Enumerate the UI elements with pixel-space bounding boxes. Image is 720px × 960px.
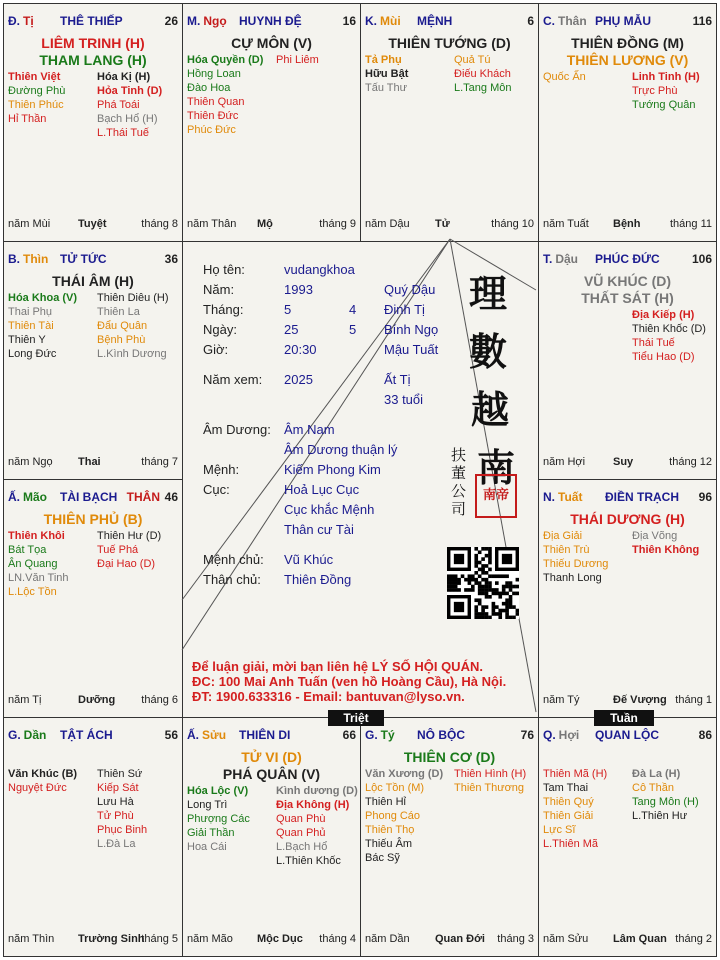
- label-year: Năm:: [203, 282, 235, 297]
- minor-star: Thiên Y: [8, 334, 46, 346]
- year-label: năm Hợi: [543, 456, 586, 468]
- minor-star: Đào Hoa: [187, 82, 231, 94]
- minor-star: Hóa Lộc (V): [187, 785, 249, 797]
- month-label: tháng 1: [675, 694, 712, 706]
- main-star: THIÊN PHỦ (B): [43, 511, 143, 527]
- value-day-can: Bính Ngọ: [384, 322, 439, 337]
- label-hour: Giờ:: [203, 342, 229, 357]
- main-star: THẤT SÁT (H): [581, 290, 674, 306]
- life-stage: Tuyệt: [78, 218, 107, 230]
- main-star: PHÁ QUÂN (V): [222, 766, 321, 782]
- minor-star: Tấu Thư: [365, 82, 408, 94]
- label-amduong: Âm Dương:: [203, 422, 271, 437]
- life-stage: Dưỡng: [78, 694, 116, 706]
- minor-star: Thiên Hỉ: [365, 796, 406, 808]
- minor-star: Tam Thai: [543, 782, 589, 794]
- month-label: tháng 2: [675, 933, 712, 945]
- value-month-can: Đinh Tị: [384, 302, 425, 317]
- minor-star: Bát Tọa: [8, 544, 47, 556]
- palace-name: NÔ BỘC: [417, 728, 465, 742]
- minor-star: Thiên Việt: [8, 71, 61, 83]
- main-star: THÁI DƯƠNG (H): [570, 511, 685, 527]
- minor-star: Lực Sĩ: [543, 824, 576, 836]
- center-info-panel: [179, 238, 535, 714]
- value-amduong: Âm Nam: [284, 422, 335, 437]
- year-label: năm Mùi: [8, 218, 51, 230]
- palace-branch: G. Dần: [8, 728, 47, 742]
- minor-star: Thiên Quan: [187, 96, 245, 108]
- value-month-lunar: 4: [349, 302, 357, 317]
- palace-name: QUAN LỘC: [595, 728, 659, 742]
- palace-name: PHỤ MẪU: [595, 14, 651, 28]
- palace-name: THÊ THIẾP: [60, 14, 123, 28]
- minor-star: Lộc Tồn (M): [365, 782, 425, 794]
- minor-star: Thiên Mã (H): [543, 768, 608, 780]
- value-year-can: Quý Dậu: [384, 282, 436, 297]
- minor-star: Thiên Khốc (D): [632, 323, 706, 335]
- value-amduong-2: Âm Dương thuận lý: [284, 442, 398, 457]
- value-view-year: 2025: [284, 372, 313, 387]
- minor-star: L.Kình Dương: [97, 348, 167, 360]
- year-label: năm Tý: [543, 694, 580, 706]
- palace-name: TÀI BẠCH: [60, 490, 118, 504]
- minor-star: LN.Văn Tinh: [8, 572, 69, 584]
- minor-star: Thiên Phúc: [8, 99, 64, 111]
- qr-code[interactable]: [447, 547, 519, 619]
- label-menh-chu: Mệnh chủ:: [203, 552, 264, 567]
- palace-name: ĐIỀN TRẠCH: [605, 490, 679, 504]
- minor-star: L.Thiên Hư: [632, 810, 688, 822]
- calligraphy-char: 數: [469, 329, 508, 374]
- minor-star: Thiên Thọ: [365, 824, 415, 836]
- value-cuc-2: Cục khắc Mệnh: [284, 502, 375, 517]
- red-seal-stamp: 南帝: [475, 474, 517, 518]
- minor-star: Địa Kiếp (H): [632, 309, 695, 321]
- minor-star: Hồng Loan: [187, 68, 241, 80]
- palace-number: 86: [698, 728, 712, 742]
- main-star: TỬ VI (D): [241, 749, 302, 765]
- palace-number: 106: [691, 252, 712, 266]
- value-day: 25: [284, 322, 299, 337]
- palace-name: PHÚC ĐỨC: [595, 252, 660, 266]
- value-name: vudangkhoa: [284, 262, 355, 277]
- value-month: 5: [284, 302, 292, 317]
- minor-star: Thiên Không: [632, 544, 700, 556]
- label-month: Tháng:: [203, 302, 244, 317]
- main-star: LIÊM TRINH (H): [41, 35, 145, 51]
- minor-star: Hỏa Tinh (D): [97, 85, 163, 97]
- palace-branch: T. Dậu: [543, 252, 579, 266]
- contact-line: Để luận giải, mời bạn liên hệ LÝ SỐ HỘI QUÁN.: [192, 659, 483, 674]
- value-hour: 20:30: [284, 342, 317, 357]
- minor-star: Hóa Khoa (V): [8, 292, 78, 304]
- month-label: tháng 8: [141, 218, 178, 230]
- calligraphy-sub-char: 董: [451, 464, 467, 482]
- month-label: tháng 5: [141, 933, 178, 945]
- year-label: năm Mão: [187, 933, 233, 945]
- palace-branch: C. Thân: [543, 14, 587, 28]
- palace-branch: M. Ngọ: [187, 14, 227, 28]
- value-hour-can: Mậu Tuất: [384, 342, 439, 357]
- minor-star: L.Bạch Hổ: [276, 841, 328, 853]
- label-view-year: Năm xem:: [203, 372, 263, 387]
- label-day: Ngày:: [203, 322, 237, 337]
- minor-star: L.Thiên Khốc: [276, 855, 341, 867]
- palace-number: 26: [164, 14, 178, 28]
- main-star: THIÊN LƯƠNG (V): [566, 52, 689, 68]
- minor-star: Bạch Hổ (H): [97, 113, 158, 125]
- minor-star: Phục Binh: [97, 824, 148, 836]
- calligraphy-sub-char: 公: [451, 482, 467, 500]
- minor-star: Phượng Các: [187, 813, 250, 825]
- minor-star: Thiên Khôi: [8, 530, 65, 542]
- year-label: năm Ngọ: [8, 456, 53, 468]
- minor-star: Thiên Quý: [543, 796, 594, 808]
- minor-star: Bệnh Phù: [97, 334, 146, 346]
- minor-star: L.Thiên Mã: [543, 838, 599, 850]
- month-label: tháng 12: [669, 456, 712, 468]
- minor-star: Kình dương (D): [276, 785, 358, 797]
- minor-star: Thiên Hình (H): [454, 768, 527, 780]
- minor-star: Thiên Đức: [187, 110, 239, 122]
- value-day-lunar: 5: [349, 322, 357, 337]
- palace-number: 76: [520, 728, 534, 742]
- palace-branch: K. Mùi: [365, 14, 401, 28]
- label-cuc: Cục:: [203, 482, 230, 497]
- minor-star: Thái Tuế: [632, 337, 675, 349]
- year-label: năm Sửu: [543, 933, 589, 945]
- main-star: THAM LANG (H): [39, 52, 147, 68]
- minor-star: Kiếp Sát: [97, 782, 139, 794]
- value-than-chu: Thiên Đồng: [284, 572, 352, 587]
- contact-line: ĐC: 100 Mai Anh Tuấn (ven hồ Hoàng Cầu), Hà Nội.: [192, 674, 507, 689]
- calligraphy-char: 理: [469, 271, 508, 316]
- minor-star: Quan Phủ: [276, 827, 326, 839]
- palace-branch: Đ. Tị: [8, 14, 34, 28]
- month-label: tháng 11: [669, 218, 712, 230]
- main-star: THIÊN TƯỚNG (D): [388, 35, 511, 51]
- minor-star: Thiên La: [97, 306, 140, 318]
- minor-star: Hóa Quyền (D): [187, 54, 264, 66]
- minor-star: Hỉ Thần: [8, 113, 47, 125]
- value-menh-chu: Vũ Khúc: [284, 552, 334, 567]
- minor-star: Tướng Quân: [632, 99, 696, 111]
- value-cuc-3: Thân cư Tài: [284, 522, 354, 537]
- life-stage: Lâm Quan: [613, 933, 667, 945]
- minor-star: Ân Quang: [8, 558, 58, 570]
- value-cuc: Hoả Lục Cục: [284, 482, 360, 497]
- palace-number: 66: [342, 728, 356, 742]
- palace-name: TỬ TỨC: [60, 252, 107, 266]
- minor-star: Thiên Thương: [454, 782, 525, 794]
- minor-star: Hoa Cái: [187, 841, 227, 853]
- minor-star: Thiên Tài: [8, 320, 54, 332]
- label-name: Họ tên:: [203, 262, 245, 277]
- palace-branch: Ấ. Sửu: [187, 728, 227, 742]
- minor-star: L.Tang Môn: [454, 82, 512, 94]
- life-stage: Đế Vượng: [613, 694, 667, 706]
- minor-star: Hóa Kị (H): [97, 71, 151, 83]
- main-star: THÁI ÂM (H): [52, 273, 134, 289]
- minor-star: Quả Tú: [454, 54, 491, 66]
- minor-star: Thanh Long: [543, 572, 602, 584]
- month-label: tháng 9: [319, 218, 356, 230]
- palace-name: TẬT ÁCH: [60, 728, 113, 742]
- palace-branch: Q. Hợi: [543, 728, 580, 742]
- palace-number: 36: [164, 252, 178, 266]
- calligraphy-sub-char: 扶: [451, 446, 467, 464]
- palace-branch: B. Thìn: [8, 252, 49, 266]
- main-star: CỰ MÔN (V): [231, 35, 312, 51]
- minor-star: Thiên Sứ: [97, 768, 143, 780]
- minor-star: Quan Phù: [276, 813, 326, 825]
- tuan-tag: Tuần: [594, 710, 654, 726]
- life-stage: Trường Sinh: [78, 933, 145, 945]
- main-star: THIÊN CƠ (D): [403, 749, 496, 765]
- minor-star: Thiên Hư (D): [97, 530, 162, 542]
- calligraphy-char: 南: [477, 445, 516, 490]
- month-label: tháng 10: [491, 218, 534, 230]
- palace-branch: N. Tuất: [543, 490, 583, 504]
- minor-star: Hữu Bật: [365, 68, 409, 80]
- minor-star: Phá Toái: [97, 99, 140, 111]
- main-star: VŨ KHÚC (D): [583, 273, 672, 289]
- minor-star: L.Đà La: [97, 838, 136, 850]
- minor-star: Tả Phụ: [365, 54, 402, 66]
- minor-star: Thiên Diêu (H): [97, 292, 169, 304]
- minor-star: Phi Liêm: [276, 54, 319, 66]
- minor-star: Giải Thần: [187, 827, 235, 839]
- minor-star: Đại Hao (D): [97, 558, 156, 570]
- than-marker: THÂN: [126, 490, 160, 504]
- month-label: tháng 3: [497, 933, 534, 945]
- contact-line[interactable]: ĐT: 1900.633316 - Email: bantuvan@lyso.vn.: [192, 689, 465, 704]
- minor-star: Tuế Phá: [97, 544, 139, 556]
- life-stage: Thai: [78, 456, 101, 468]
- life-stage: Suy: [613, 456, 634, 468]
- minor-star: Thiếu Âm: [365, 838, 413, 850]
- palace-name: HUYNH ĐỆ: [239, 14, 302, 28]
- minor-star: Trực Phù: [632, 85, 678, 97]
- year-label: năm Dậu: [365, 218, 410, 230]
- year-label: năm Thìn: [8, 933, 55, 945]
- minor-star: Thiên Giải: [543, 810, 594, 822]
- minor-star: Đẩu Quân: [97, 320, 148, 332]
- minor-star: Cô Thần: [632, 782, 674, 794]
- minor-star: Quốc Ấn: [543, 71, 586, 83]
- minor-star: Bác Sỹ: [365, 852, 400, 864]
- life-stage: Mộc Dục: [257, 933, 303, 945]
- calligraphy-char: 越: [471, 387, 510, 432]
- month-label: tháng 7: [141, 456, 178, 468]
- minor-star: Linh Tinh (H): [632, 71, 700, 83]
- palace-number: 16: [342, 14, 356, 28]
- life-stage: Bệnh: [613, 218, 641, 230]
- label-than-chu: Thân chủ:: [203, 572, 261, 587]
- minor-star: Địa Giải: [543, 530, 583, 542]
- value-menh: Kiếm Phong Kim: [284, 462, 381, 477]
- minor-star: Đường Phù: [8, 85, 66, 97]
- minor-star: Nguyệt Đức: [8, 782, 67, 794]
- calligraphy-sub-char: 司: [451, 500, 467, 518]
- palace-number: 116: [692, 14, 712, 28]
- minor-star: Tang Môn (H): [632, 796, 699, 808]
- palace-number: 6: [527, 14, 534, 28]
- minor-star: Địa Không (H): [276, 799, 350, 811]
- minor-star: Phong Cáo: [365, 810, 421, 822]
- value-year: 1993: [284, 282, 313, 297]
- minor-star: Điếu Khách: [454, 68, 511, 80]
- label-menh: Mệnh:: [203, 462, 240, 477]
- minor-star: Phúc Đức: [187, 124, 236, 136]
- minor-star: Văn Xương (D): [365, 768, 444, 780]
- palace-branch: Ấ. Mão: [8, 490, 47, 504]
- life-stage: Tử: [435, 218, 450, 230]
- life-stage: Quan Đới: [435, 933, 485, 945]
- month-label: tháng 4: [319, 933, 356, 945]
- palace-number: 56: [164, 728, 178, 742]
- minor-star: Lưu Hà: [97, 796, 134, 808]
- palace-name: MỆNH: [417, 14, 453, 28]
- minor-star: Thiên Trù: [543, 544, 590, 556]
- month-label: tháng 6: [141, 694, 178, 706]
- minor-star: Long Đức: [8, 348, 57, 360]
- minor-star: L.Thái Tuế: [97, 127, 149, 139]
- value-age: 33 tuổi: [384, 392, 424, 407]
- minor-star: Thai Phụ: [8, 306, 53, 318]
- life-stage: Mộ: [257, 218, 273, 230]
- main-star: THIÊN ĐỒNG (M): [571, 35, 684, 51]
- value-view-can: Ất Tị: [384, 372, 411, 387]
- palace-name: THIÊN DI: [239, 728, 291, 742]
- palace-number: 96: [698, 490, 712, 504]
- minor-star: Tiểu Hao (D): [632, 351, 695, 363]
- minor-star: L.Lộc Tồn: [8, 586, 57, 598]
- palace-branch: G. Tý: [365, 728, 395, 742]
- minor-star: Thiếu Dương: [543, 558, 609, 570]
- minor-star: Đà La (H): [632, 768, 681, 780]
- triet-tag: Triệt: [328, 710, 384, 726]
- palace-number: 46: [164, 490, 178, 504]
- year-label: năm Thân: [187, 218, 237, 230]
- minor-star: Văn Khúc (B): [8, 768, 78, 780]
- year-label: năm Tị: [8, 694, 42, 706]
- year-label: năm Dần: [365, 933, 410, 945]
- minor-star: Long Trì: [187, 799, 228, 811]
- year-label: năm Tuất: [543, 218, 589, 230]
- minor-star: Địa Võng: [632, 530, 678, 542]
- minor-star: Tử Phù: [97, 810, 134, 822]
